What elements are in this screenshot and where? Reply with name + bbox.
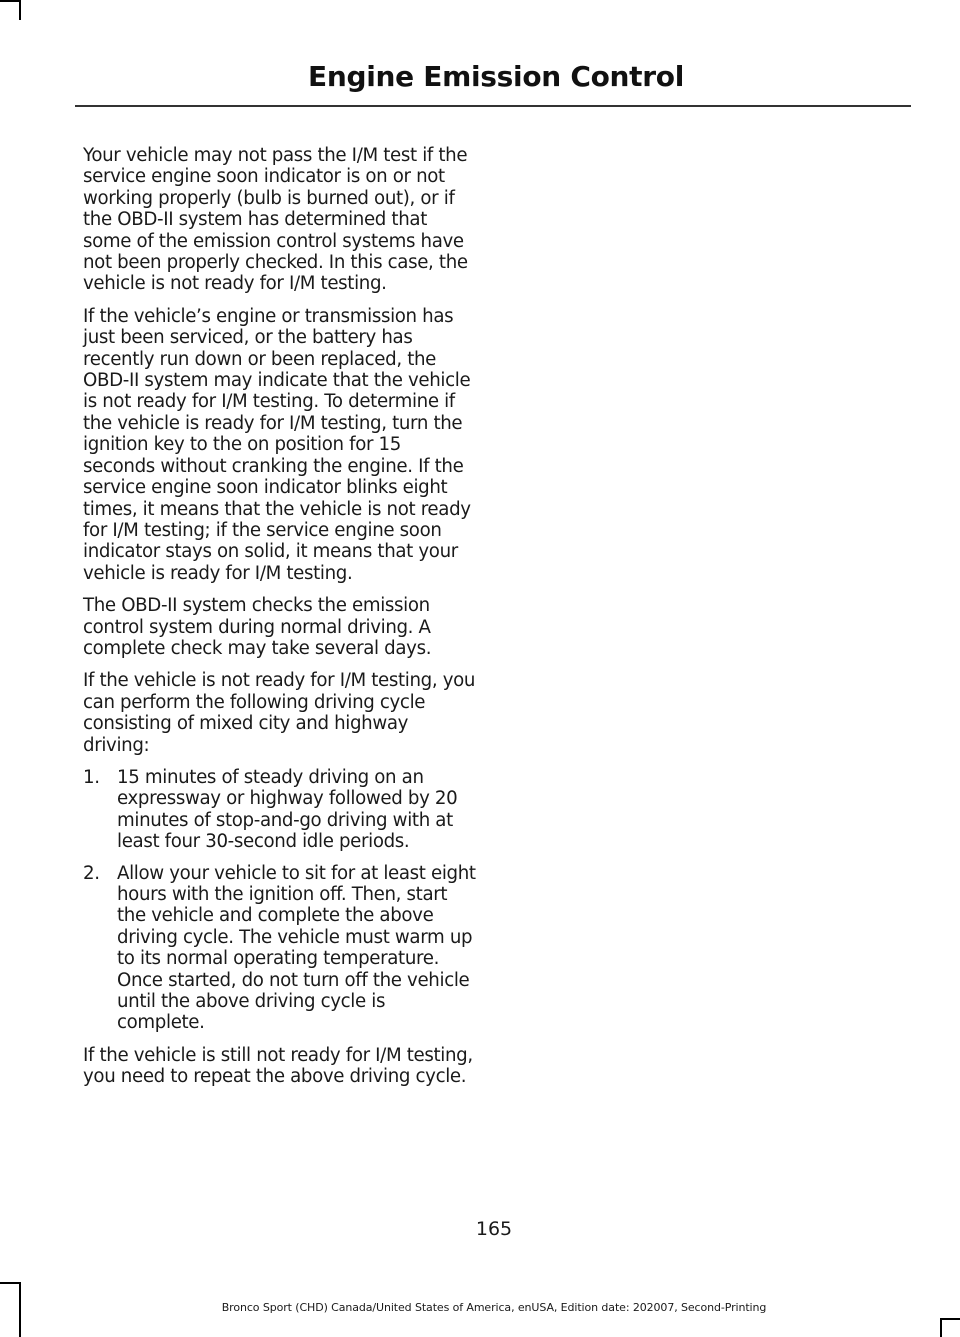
body-column bbox=[83, 145, 478, 1099]
crop-mark-bottom-right-h bbox=[940, 1318, 960, 1320]
crop-mark-bottom-right bbox=[940, 1318, 942, 1337]
header-divider bbox=[75, 105, 911, 107]
crop-mark-bottom-left-h bbox=[0, 1282, 20, 1284]
list-item bbox=[83, 863, 478, 1034]
driving-cycle-steps bbox=[83, 767, 478, 1034]
crop-mark-top-left-v bbox=[19, 0, 21, 20]
step-text: 15 minutes of steady driving on an expressway or highway followed by 20 minutes of stop-and-go driving with at least four 30-second idle periods. bbox=[117, 766, 458, 853]
page-number: 165 bbox=[475, 1218, 513, 1240]
step-number: 2. bbox=[83, 862, 100, 884]
paragraph-driving-cycle-intro: If the vehicle is not ready for I/M testing, you can perform the following driving cycle consisting of mixed city and highway driving: bbox=[83, 670, 476, 756]
paragraph-obd-check: The OBD-II system checks the emission control system during normal driving. A complete check may take several days. bbox=[83, 595, 432, 659]
page-title: Engine Emission Control bbox=[308, 60, 684, 93]
crop-mark-top-left bbox=[0, 0, 20, 2]
footer-edition-info: Bronco Sport (CHD) Canada/United States of America, enUSA, Edition date: 202007, Second-Printing bbox=[221, 1301, 767, 1314]
paragraph-im-test: Your vehicle may not pass the I/M test if the service engine soon indicator is on or not working properly (bulb is burned out), or if the OBD-II system has determined that some of the emission control systems have not been properly checked. In this case, the vehicle is not ready for I/M testing. bbox=[83, 145, 468, 295]
step-number: 1. bbox=[83, 766, 100, 788]
list-item bbox=[83, 767, 478, 853]
paragraph-serviced: If the vehicle’s engine or transmission has just been serviced, or the battery has recently run down or been replaced, the OBD-II system may indicate that the vehicle is not ready for I/M testing. To determine if the vehicle is ready for I/M testing, turn the ignition key to the on position for 15 seconds without cranking the engine. If the service engine soon indicator blinks eight times, it means that the vehicle is not ready for I/M testing; if the service engine soon indicator stays on solid, it means that your vehicle is ready for I/M testing. bbox=[83, 305, 471, 584]
step-text: Allow your vehicle to sit for at least eight hours with the ignition off. Then, start the vehicle and complete the above driving cycle. The vehicle must warm up to its normal operating temperature. Once started, do not turn off the vehicle until the above driving cycle is complete. bbox=[117, 862, 476, 1034]
paragraph-repeat-cycle: If the vehicle is still not ready for I/M testing, you need to repeat the above driving cycle. bbox=[83, 1044, 473, 1088]
